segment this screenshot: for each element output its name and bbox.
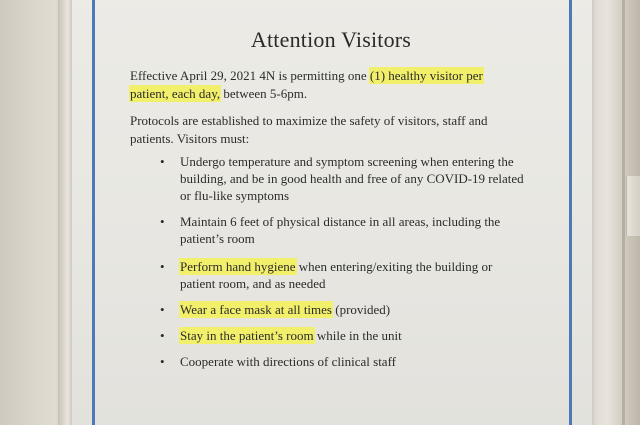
- list-item: [160, 301, 530, 318]
- protocols-paragraph: Protocols are established to maximize the safety of visitors, staff and patients. Visitors must:: [130, 113, 488, 146]
- bullet-icon: •: [160, 214, 165, 229]
- door-frame-edge: [622, 0, 625, 425]
- visitor-requirements-list: [160, 153, 530, 370]
- list-item-text: (provided): [332, 302, 391, 317]
- bullet-icon: •: [160, 328, 165, 343]
- door-hinge: [626, 176, 640, 236]
- list-item: [160, 213, 530, 247]
- list-item: [160, 258, 530, 292]
- list-item: [160, 153, 530, 204]
- list-item-text: Undergo temperature and symptom screening when entering the building, and be in good health and free of any COVID-19 related or flu-like symptoms: [180, 154, 524, 203]
- list-item-text: while in the unit: [313, 328, 402, 343]
- highlighted-visitor-limit: (1) healthy visitor per: [369, 68, 483, 83]
- list-item-text: when entering/exiting the building or patient room, and as needed: [180, 259, 493, 291]
- list-item-highlight: Stay in the patient’s room: [180, 328, 314, 343]
- list-item: [160, 327, 530, 344]
- list-item-highlight: Wear a face mask at all times: [180, 302, 332, 317]
- list-item: [160, 353, 530, 370]
- intro-time: between 5-6pm.: [220, 86, 308, 101]
- intro-text: Effective April 29, 2021 4N is permitting one: [130, 68, 370, 83]
- notice-title: Attention Visitors: [250, 27, 412, 52]
- blue-border-right: [569, 0, 572, 425]
- list-item-text: Maintain 6 feet of physical distance in all areas, including the patient’s room: [180, 214, 501, 246]
- list-item-highlight: Perform hand hygiene: [180, 259, 296, 274]
- blue-border-left: [92, 0, 95, 425]
- bullet-icon: •: [160, 354, 165, 369]
- notice-paper: [72, 0, 592, 425]
- highlighted-frequency: patient, each day,: [130, 86, 221, 101]
- bullet-icon: •: [160, 154, 165, 169]
- intro-paragraph: [130, 67, 520, 103]
- bullet-icon: •: [160, 259, 165, 274]
- bullet-icon: •: [160, 302, 165, 317]
- list-item-text: Cooperate with directions of clinical staff: [180, 354, 396, 369]
